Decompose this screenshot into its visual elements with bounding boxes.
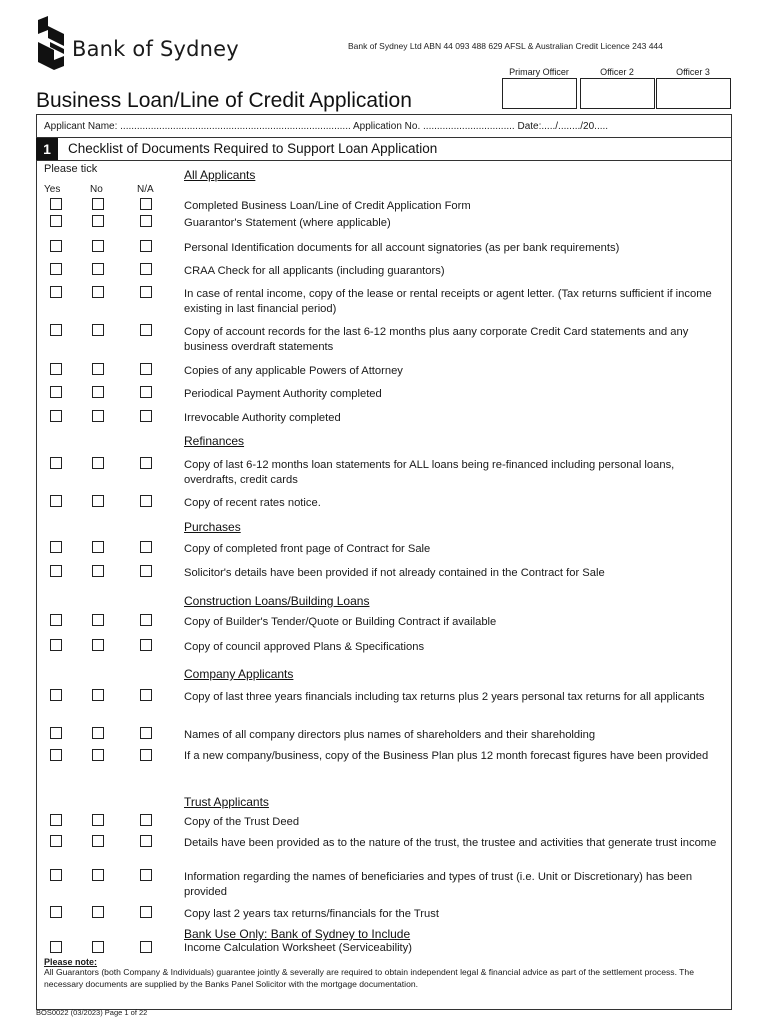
section-number: 1 (36, 138, 58, 160)
checkbox-no[interactable] (92, 410, 104, 422)
checkbox-no[interactable] (92, 906, 104, 918)
checkbox-no[interactable] (92, 198, 104, 210)
checklist-item: Copy of last 6-12 months loan statements for ALL loans being re-financed including personal loans, overdrafts, credit cards (184, 459, 675, 486)
checkbox-na[interactable] (140, 727, 152, 739)
column-yes: Yes (44, 184, 61, 195)
checkbox-na[interactable] (140, 198, 152, 210)
checkbox-na[interactable] (140, 614, 152, 626)
checkbox-yes[interactable] (50, 565, 62, 577)
checkbox-yes[interactable] (50, 263, 62, 275)
checklist-item: Copy of the Trust Deed (184, 816, 300, 828)
checkbox-yes[interactable] (50, 215, 62, 227)
checklist-item: Names of all company directors plus names of shareholders and their shareholding (184, 729, 596, 741)
checkbox-no[interactable] (92, 457, 104, 469)
checkbox-no[interactable] (92, 614, 104, 626)
checkbox-na[interactable] (140, 835, 152, 847)
checklist-item: Completed Business Loan/Line of Credit Application Form (184, 200, 471, 212)
checkbox-na[interactable] (140, 639, 152, 651)
checklist-item: Guarantor's Statement (where applicable) (184, 217, 391, 229)
checkbox-yes[interactable] (50, 457, 62, 469)
heading-refinances: Refinances (184, 434, 245, 448)
officer-label-2: Officer 2 (600, 67, 634, 77)
checkbox-yes[interactable] (50, 240, 62, 252)
checkbox-no[interactable] (92, 495, 104, 507)
heading-all-applicants: All Applicants (184, 168, 256, 182)
checklist-item: Copy of last three years financials including tax returns plus 2 years personal tax returns for all applicants (184, 691, 705, 703)
checkbox-na[interactable] (140, 457, 152, 469)
checklist-item: Solicitor's details have been provided if not already contained in the Contract for Sale (184, 567, 605, 579)
checkbox-yes[interactable] (50, 324, 62, 336)
checkbox-na[interactable] (140, 869, 152, 881)
checkbox-na[interactable] (140, 906, 152, 918)
checkbox-na[interactable] (140, 215, 152, 227)
checkbox-na[interactable] (140, 286, 152, 298)
checkbox-yes[interactable] (50, 749, 62, 761)
checkbox-na[interactable] (140, 263, 152, 275)
checklist-item: Copy of council approved Plans & Specifications (184, 641, 425, 653)
checkbox-no[interactable] (92, 689, 104, 701)
note-title: Please note: (44, 957, 98, 967)
form-title: Business Loan/Line of Credit Application (36, 89, 412, 112)
officer-box-3[interactable] (656, 78, 731, 109)
checkbox-yes[interactable] (50, 198, 62, 210)
heading-company: Company Applicants (184, 667, 294, 681)
checklist-item: Details have been provided as to the nature of the trust, the trustee and activities that generate trust income (184, 837, 717, 849)
heading-bank-use: Bank Use Only: Bank of Sydney to Include (184, 927, 411, 941)
checklist-item: CRAA Check for all applicants (including guarantors) (184, 265, 445, 277)
checkbox-yes[interactable] (50, 906, 62, 918)
checklist-item: Copies of any applicable Powers of Attorney (184, 365, 403, 377)
column-no: No (90, 184, 103, 195)
checkbox-yes[interactable] (50, 941, 62, 953)
checkbox-no[interactable] (92, 215, 104, 227)
checkbox-na[interactable] (140, 814, 152, 826)
checkbox-na[interactable] (140, 324, 152, 336)
checkbox-yes[interactable] (50, 386, 62, 398)
logo-text: Bank of Sydney (72, 37, 239, 61)
checklist-item: Irrevocable Authority completed (184, 412, 341, 424)
checkbox-no[interactable] (92, 941, 104, 953)
checkbox-na[interactable] (140, 689, 152, 701)
checkbox-yes[interactable] (50, 639, 62, 651)
checkbox-yes[interactable] (50, 614, 62, 626)
checkbox-na[interactable] (140, 363, 152, 375)
checkbox-na[interactable] (140, 749, 152, 761)
checkbox-no[interactable] (92, 749, 104, 761)
checkbox-no[interactable] (92, 386, 104, 398)
checkbox-no[interactable] (92, 541, 104, 553)
checkbox-yes[interactable] (50, 286, 62, 298)
checkbox-yes[interactable] (50, 541, 62, 553)
page-footer: BOS0022 (03/2023) Page 1 of 22 (36, 1008, 148, 1017)
checkbox-no[interactable] (92, 240, 104, 252)
checkbox-yes[interactable] (50, 869, 62, 881)
checkbox-no[interactable] (92, 263, 104, 275)
officer-box-2[interactable] (580, 78, 655, 109)
checkbox-no[interactable] (92, 363, 104, 375)
checkbox-na[interactable] (140, 495, 152, 507)
checkbox-no[interactable] (92, 565, 104, 577)
heading-purchases: Purchases (184, 520, 241, 534)
checklist-item: Periodical Payment Authority completed (184, 388, 382, 400)
checkbox-yes[interactable] (50, 814, 62, 826)
checkbox-yes[interactable] (50, 689, 62, 701)
checklist-item: Income Calculation Worksheet (Serviceability) (184, 942, 412, 954)
bank-info: Bank of Sydney Ltd ABN 44 093 488 629 AFSL & Australian Credit Licence 243 444 (348, 41, 663, 51)
checkbox-no[interactable] (92, 835, 104, 847)
officer-label-primary: Primary Officer (509, 67, 569, 77)
checkbox-no[interactable] (92, 814, 104, 826)
checklist-item: Copy of recent rates notice. (184, 497, 321, 509)
checkbox-no[interactable] (92, 869, 104, 881)
please-tick-label: Please tick (44, 163, 98, 175)
checkbox-yes[interactable] (50, 495, 62, 507)
checkbox-yes[interactable] (50, 727, 62, 739)
note-text: All Guarantors (both Company & Individuals) guarantee jointly & severally are required to obtain independent legal & financial advice as part of the settlement process. The necessary documents are supplied by the Banks Panel Solicitor with the mortgage documentation. (44, 967, 694, 989)
officer-label-3: Officer 3 (676, 67, 710, 77)
checkbox-no[interactable] (92, 639, 104, 651)
applicant-details-line[interactable]: Applicant Name: ................................................................................... Application No. ................................. Date:...../......../20..... (44, 121, 609, 132)
checkbox-na[interactable] (140, 240, 152, 252)
officer-box-primary[interactable] (502, 78, 577, 109)
checkbox-no[interactable] (92, 286, 104, 298)
checkbox-na[interactable] (140, 386, 152, 398)
checklist-item: In case of rental income, copy of the lease or rental receipts or agent letter. (Tax returns sufficient if income existing in last financial period) (184, 288, 712, 315)
checkbox-na[interactable] (140, 410, 152, 422)
checkbox-no[interactable] (92, 324, 104, 336)
checklist-item: Personal Identification documents for all account signatories (as per bank requirements) (184, 242, 620, 254)
checklist-item: Information regarding the names of beneficiaries and types of trust (i.e. Unit or Discretionary) has been provided (184, 871, 693, 898)
heading-trust: Trust Applicants (184, 795, 269, 809)
checkbox-na[interactable] (140, 941, 152, 953)
section-title: Checklist of Documents Required to Support Loan Application (68, 141, 438, 156)
checkbox-no[interactable] (92, 727, 104, 739)
checkbox-yes[interactable] (50, 835, 62, 847)
checklist-item: Copy last 2 years tax returns/financials for the Trust (184, 908, 439, 920)
checklist-item: If a new company/business, copy of the Business Plan plus 12 month forecast figures have been provided (184, 750, 709, 762)
checkbox-na[interactable] (140, 541, 152, 553)
checklist-item: Copy of completed front page of Contract for Sale (184, 543, 431, 555)
column-na: N/A (137, 184, 154, 195)
checklist-item: Copy of account records for the last 6-12 months plus aany corporate Credit Card statements and any business overdraft statements (184, 326, 689, 353)
heading-construction: Construction Loans/Building Loans (184, 594, 370, 608)
checkbox-yes[interactable] (50, 363, 62, 375)
checklist-item: Copy of Builder's Tender/Quote or Building Contract if available (184, 616, 497, 628)
checkbox-na[interactable] (140, 565, 152, 577)
checkbox-yes[interactable] (50, 410, 62, 422)
